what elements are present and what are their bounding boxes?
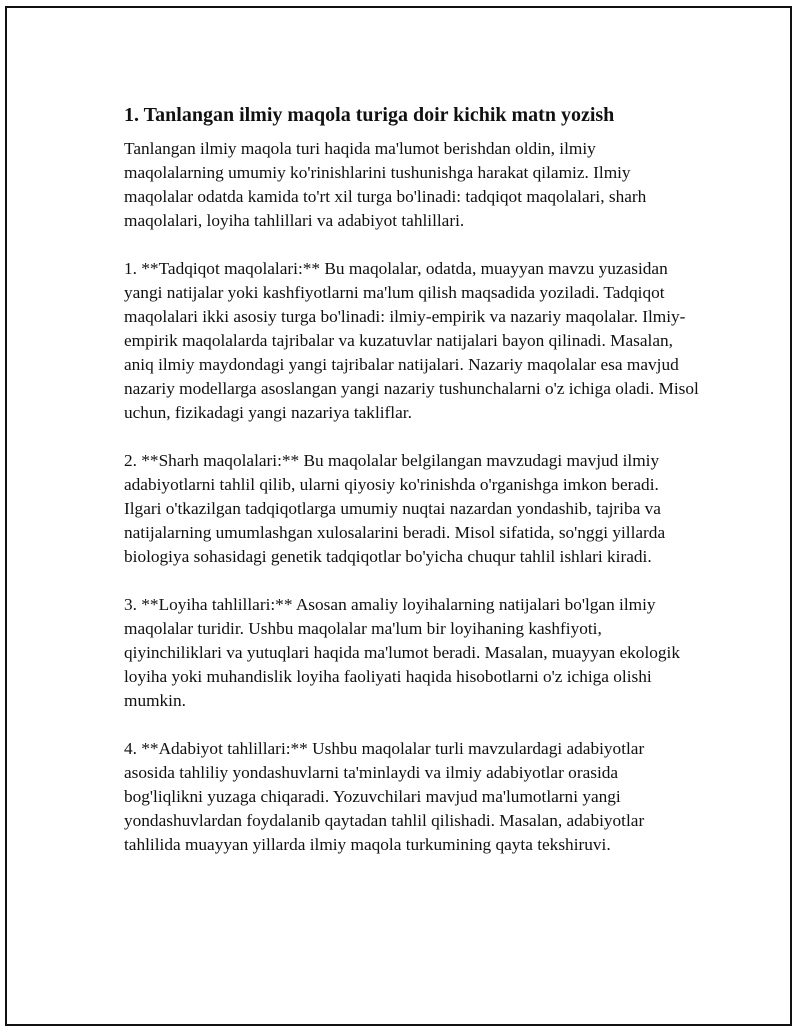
intro-paragraph: Tanlangan ilmiy maqola turi haqida ma'lumot berishdan oldin, ilmiy maqolalarning umumiy ko'rinishlarini tushunishga harakat qilamiz. Ilmiy maqolalar odatda kamida to'rt xil turga bo'linadi: tadqiqot maqolalari, sharh maqolalari, loyiha tahlillari va adabiyot tahlillari. <box>124 139 647 230</box>
paragraph-project-analyses: 3. **Loyiha tahlillari:** Asosan amaliy loyihalarning natijalari bo'lgan ilmiy maqolalar turidir. Ushbu maqolalar ma'lum bir loyihaning kashfiyoti, qiyinchiliklari va yutuqlari haqida ma'lumot beradi. Masalan, muayyan ekologik loyiha yoki muhandislik loyiha faoliyati haqida hisobotlarni o'z ichiga olishi mumkin. <box>124 595 680 710</box>
paragraph-literature-reviews: 4. **Adabiyot tahlillari:** Ushbu maqolalar turli mavzulardagi adabiyotlar asosida tahliliy yondashuvlarni ta'minlaydi va ilmiy adabiyotlar orasida bog'liqlikni yuzaga chiqaradi. Yozuvchilari mavjud ma'lumotlarni yangi yondashuvlardan foydalanib qaytadan tahlil qilishadi. Masalan, adabiyotlar tahlilida muayyan yillarda ilmiy maqola turkumining qayta tekshiruvi. <box>124 739 645 854</box>
document-content <box>124 101 699 881</box>
document-title: 1. Tanlangan ilmiy maqola turiga doir kichik matn yozish <box>124 104 615 126</box>
document-page <box>5 6 792 1026</box>
paragraph-research-articles: 1. **Tadqiqot maqolalari:** Bu maqolalar, odatda, muayyan mavzu yuzasidan yangi natijalar yoki kashfiyotlarni ma'lum qilish maqsadida yoziladi. Tadqiqot maqolalari ikki asosiy turga bo'linadi: ilmiy-empirik va nazariy maqolalar. Ilmiy-empirik maqolalarda tajribalar va kuzatuvlar natijalari bayon qilinadi. Masalan, aniq ilmiy maydondagi yangi tajribalar natijalari. Nazariy maqolalar esa mavjud nazariy modellarga asoslangan yangi nazariy tushunchalarni o'z ichiga oladi. Misol uchun, fizikadagi yangi nazariya takliflar. <box>124 259 699 422</box>
paragraph-review-articles: 2. **Sharh maqolalari:** Bu maqolalar belgilangan mavzudagi mavjud ilmiy adabiyotlarni tahlil qilib, ularni qiyosiy ko'rinishda o'rganishga imkon beradi. Ilgari o'tkazilgan tadqiqotlarga umumiy nuqtai nazardan yondashib, tajriba va natijalarning umumlashgan xulosalarini beradi. Misol sifatida, so'nggi yillarda biologiya sohasidagi genetik tadqiqotlar bo'yicha chuqur tahlil ishlari kiradi. <box>124 451 666 566</box>
